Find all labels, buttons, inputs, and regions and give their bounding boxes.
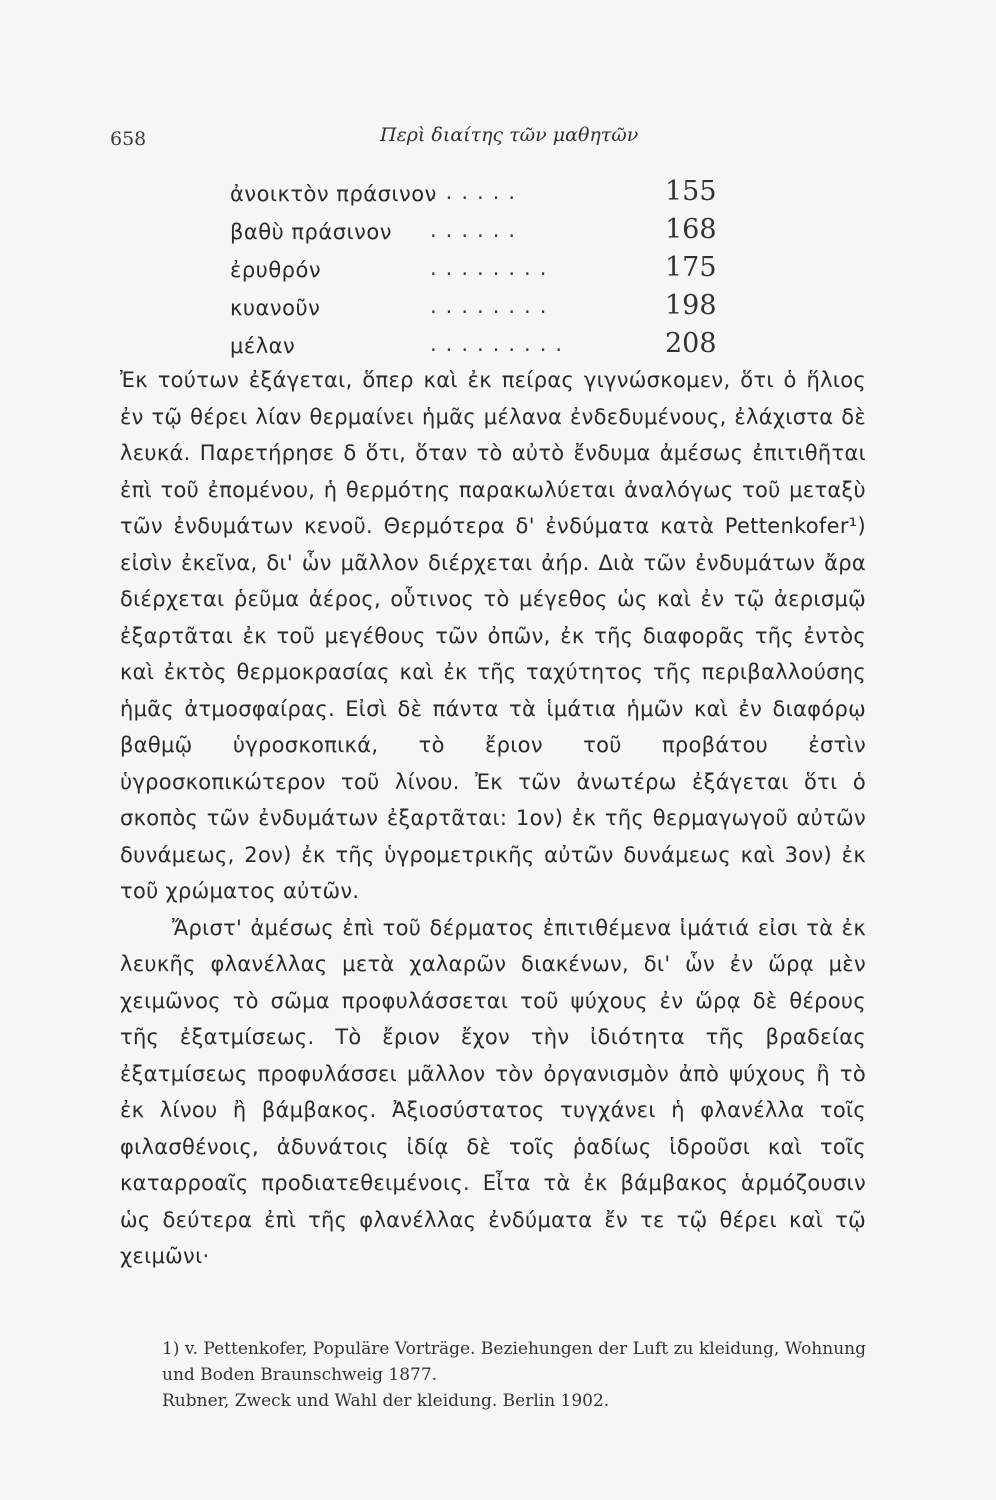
- leader-dots: ........: [430, 294, 556, 318]
- paragraph: Ἐκ τούτων ἐξάγεται, ὅπερ καὶ ἐκ πείρας γιγνώσκομεν, ὅτι ὁ ἥλιος ἐν τῷ θέρει λίαν θερμαίνει ἡμᾶς μέλανα ἐνδεδυμένους, ἐλάχιστα δὲ λευκά. Παρετήρησε δ ὅτι, ὅταν τὸ αὐτὸ ἔνδυμα ἀμέσως ἐπιτιθῆται ἐπὶ τοῦ ἐπομένου, ἡ θερμότης παρακωλύεται ἀναλόγως τοῦ μεταξὺ τῶν ἐνδυμάτων κενοῦ. Θερμότερα δ' ἐνδύματα κατὰ Pettenkofer¹) εἰσὶν ἐκεῖνα, δι' ὧν μᾶλλον διέρχεται ἀήρ. Διὰ τῶν ἐνδυμάτων ἄρα διέρχεται ῥεῦμα ἀέρος, οὗτινος τὸ μέγεθος ὡς καὶ ἐν τῷ ἀερισμῷ ἐξαρτᾶται ἐκ τοῦ μεγέθους τῶν ὀπῶν, ἐκ τῆς διαφορᾶς τῆς ἐντὸς καὶ ἐκτὸς θερμοκρασίας καὶ ἐκ τῆς ταχύτητος τῆς περιβαλλούσης ἡμᾶς ἀτμοσφαίρας. Εἰσὶ δὲ πάντα τὰ ἱμάτια ἡμῶν καὶ ἐν διαφόρῳ βαθμῷ ὑγροσκοπικά, τὸ ἔριον τοῦ προβάτου ἐστὶν ὑγροσκοπικώτερον τοῦ λίνου. Ἐκ τῶν ἀνωτέρω ἐξάγεται ὅτι ὁ σκοπὸς τῶν ἐνδυμάτων ἐξαρτᾶται: 1ον) ἐκ τῆς θερμαγωγοῦ αὐτῶν δυνάμεως, 2ον) ἐκ τῆς ὑγρομετρικῆς αὐτῶν δυνάμεως καὶ 3ον) ἐκ τοῦ χρώματος αὐτῶν.: [120, 368, 866, 903]
- color-value: 198: [665, 290, 717, 321]
- color-name: μέλαν: [230, 334, 296, 358]
- color-table: [230, 176, 740, 366]
- body-text: [120, 362, 866, 1275]
- leader-dots: ........: [430, 256, 556, 280]
- color-row: [230, 252, 740, 290]
- leader-dots: ......: [430, 218, 525, 242]
- color-name: ἐρυθρόν: [230, 258, 322, 282]
- color-value: 155: [665, 176, 717, 207]
- color-row: [230, 328, 740, 366]
- color-value: 168: [665, 214, 717, 245]
- leader-dots: .........: [430, 332, 572, 356]
- color-row: [230, 214, 740, 252]
- page-number: 658: [110, 128, 147, 150]
- color-value: 175: [665, 252, 717, 283]
- color-row: [230, 290, 740, 328]
- color-value: 208: [665, 328, 717, 359]
- footnote: Rubner, Zweck und Wahl der kleidung. Berlin 1902.: [162, 1391, 610, 1411]
- leader-dots: ......: [430, 180, 525, 204]
- footnotes: [162, 1336, 866, 1414]
- color-row: [230, 176, 740, 214]
- paragraph: Ἄριστ' ἀμέσως ἐπὶ τοῦ δέρματος ἐπιτιθέμενα ἱμάτιά εἰσι τὰ ἐκ λευκῆς φλανέλλας μετὰ χαλαρῶν διακένων, δι' ὧν ἐν ὥρᾳ μὲν χειμῶνος τὸ σῶμα προφυλάσσεται τοῦ ψύχους ἐν ὥρᾳ δὲ θέρους τῆς ἐξατμίσεως. Τὸ ἔριον ἔχον τὴν ἰδιότητα τῆς βραδείας ἐξατμίσεως προφυλάσσει μᾶλλον τὸν ὀργανισμὸν ἀπὸ ψύχους ἢ τὸ ἐκ λίνου ἢ βάμβακος. Ἀξιοσύστατος τυγχάνει ἡ φλανέλλα τοῖς φιλασθένοις, ἀδυνάτοις ἰδίᾳ δὲ τοῖς ῥαδίως ἱδροῦσι καὶ τοῖς καταρροαῖς προδιατεθειμένοις. Εἶτα τὰ ἐκ βάμβακος ἁρμόζουσιν ὡς δεύτερα ἐπὶ τῆς φλανέλλας ἐνδύματα ἔν τε τῷ θέρει καὶ τῷ χειμῶνι·: [120, 915, 866, 1268]
- footnote: 1) v. Pettenkofer, Populäre Vorträge. Beziehungen der Luft zu kleidung, Wohnung und Boden Braunschweig 1877.: [162, 1339, 866, 1385]
- color-name: κυανοῦν: [230, 296, 321, 320]
- color-name: βαθὺ πράσινον: [230, 220, 392, 244]
- color-name: ἀνοικτὸν πράσινον: [230, 182, 437, 206]
- running-title: Περὶ διαίτης τῶν μαθητῶν: [380, 124, 639, 146]
